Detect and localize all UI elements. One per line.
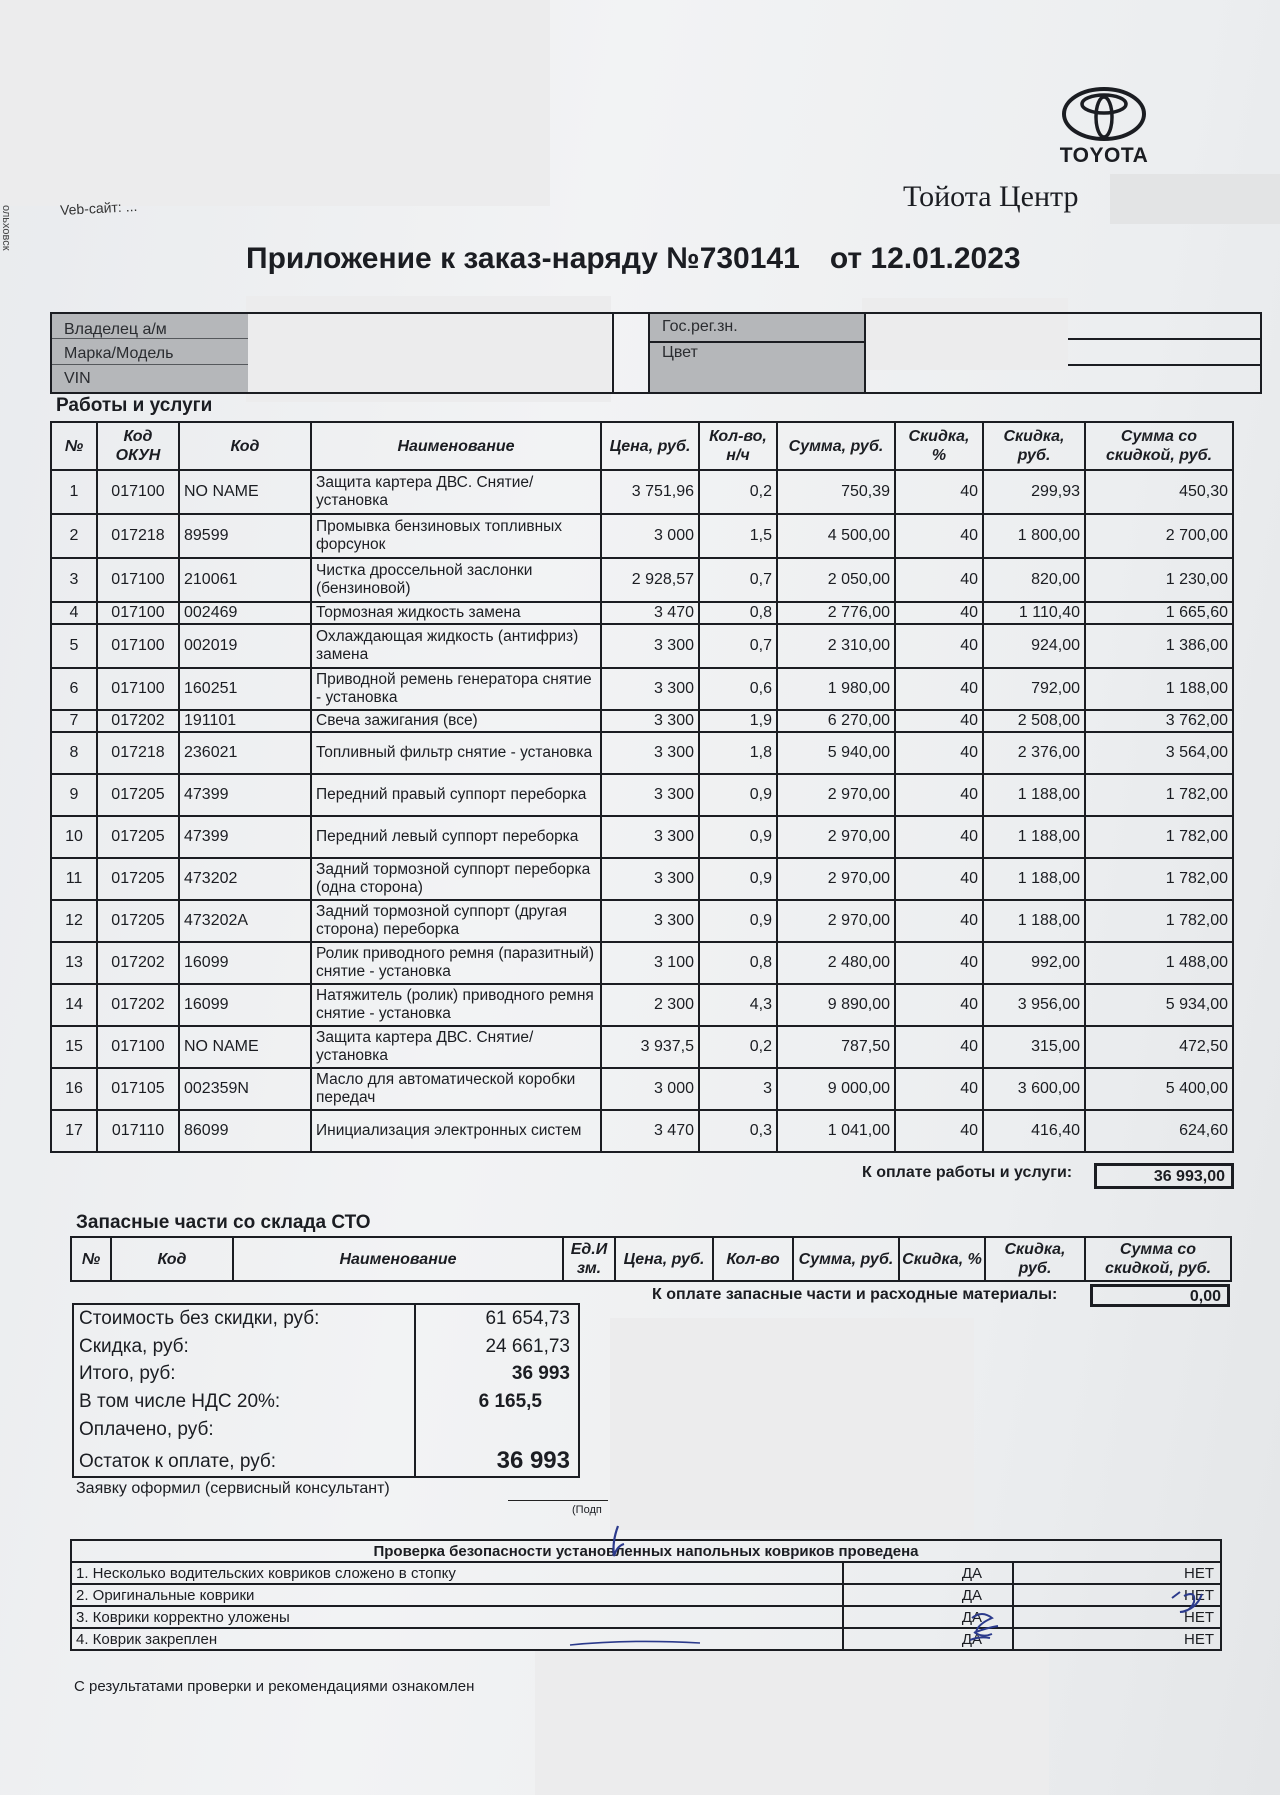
parts-col-header: Скидка, руб. xyxy=(985,1237,1085,1281)
works-cell: 3 300 xyxy=(601,732,699,774)
works-cell: 1 782,00 xyxy=(1085,816,1233,858)
works-cell: 820,00 xyxy=(983,558,1085,602)
works-cell: 40 xyxy=(895,710,983,732)
works-col-header: Сумма, руб. xyxy=(777,422,895,470)
works-cell: Инициализация электронных систем xyxy=(311,1110,601,1152)
parts-col-header: Кол-во xyxy=(713,1237,793,1281)
works-cell: 017100 xyxy=(97,470,179,514)
works-cell: 2 508,00 xyxy=(983,710,1085,732)
works-cell: 2 310,00 xyxy=(777,624,895,668)
works-cell: 017205 xyxy=(97,816,179,858)
mats-check-table xyxy=(70,1539,1222,1651)
works-cell: Защита картера ДВС. Снятие/установка xyxy=(311,1026,601,1068)
owner-label: Владелец а/м xyxy=(64,321,167,338)
works-cell: 9 xyxy=(51,774,97,816)
works-cell: 86099 xyxy=(179,1110,311,1152)
works-cell: 1 782,00 xyxy=(1085,900,1233,942)
works-cell: 017205 xyxy=(97,900,179,942)
works-cell: 47399 xyxy=(179,816,311,858)
works-cell: 017100 xyxy=(97,1026,179,1068)
works-cell: 3 470 xyxy=(601,602,699,624)
mats-check-no: НЕТ xyxy=(1013,1584,1221,1606)
mats-check-item: 1. Несколько водительских ковриков сложено в стопку xyxy=(71,1562,843,1584)
redaction-center-name xyxy=(1110,174,1280,224)
vehicle-info-block xyxy=(50,312,1262,394)
summary-vat-value: 6 165,5 xyxy=(478,1391,542,1412)
works-cell: 2 xyxy=(51,514,97,558)
works-cell: Тормозная жидкость замена xyxy=(311,602,601,624)
works-cell: 3 762,00 xyxy=(1085,710,1233,732)
works-cell: 416,40 xyxy=(983,1110,1085,1152)
works-cell: 5 940,00 xyxy=(777,732,895,774)
works-cell: 1,9 xyxy=(699,710,777,732)
works-cell: 7 xyxy=(51,710,97,732)
works-cell: 40 xyxy=(895,470,983,514)
works-col-header: Скидка, руб. xyxy=(983,422,1085,470)
works-cell: 10 xyxy=(51,816,97,858)
works-cell: 1 980,00 xyxy=(777,668,895,710)
works-cell: 002019 xyxy=(179,624,311,668)
table-row xyxy=(51,602,1233,624)
works-cell: 8 xyxy=(51,732,97,774)
summary-discount-value: 24 661,73 xyxy=(485,1336,570,1357)
works-cell: 6 xyxy=(51,668,97,710)
parts-col-header: Сумма, руб. xyxy=(793,1237,899,1281)
works-cell: 472,50 xyxy=(1085,1026,1233,1068)
table-row xyxy=(51,816,1233,858)
mats-check-no: НЕТ xyxy=(1013,1562,1221,1584)
list-item xyxy=(71,1562,1221,1584)
works-cell: 1,5 xyxy=(699,514,777,558)
works-cell: 315,00 xyxy=(983,1026,1085,1068)
summary-cost-label: Стоимость без скидки, руб: xyxy=(79,1308,320,1329)
parts-col-header: Скидка, % xyxy=(899,1237,985,1281)
works-cell: 6 270,00 xyxy=(777,710,895,732)
toyota-logo xyxy=(1052,86,1156,168)
works-cell: Масло для автоматической коробки передач xyxy=(311,1068,601,1110)
summary-total-value: 36 993 xyxy=(511,1363,570,1384)
works-cell: 2 928,57 xyxy=(601,558,699,602)
works-cell: 473202A xyxy=(179,900,311,942)
works-cell: 2 970,00 xyxy=(777,900,895,942)
works-cell: 14 xyxy=(51,984,97,1026)
works-cell: 017100 xyxy=(97,668,179,710)
table-row xyxy=(51,732,1233,774)
works-cell: 1 230,00 xyxy=(1085,558,1233,602)
color-label: Цвет xyxy=(662,344,698,361)
parts-col-header: Код xyxy=(111,1237,233,1281)
works-cell: 0,8 xyxy=(699,942,777,984)
works-cell: 017205 xyxy=(97,858,179,900)
works-cell: 992,00 xyxy=(983,942,1085,984)
works-cell: 1,8 xyxy=(699,732,777,774)
works-cell: 017202 xyxy=(97,984,179,1026)
works-cell: 1 800,00 xyxy=(983,514,1085,558)
works-cell: 2 970,00 xyxy=(777,858,895,900)
service-center-name: Тойота Центр xyxy=(903,180,1079,213)
works-cell: 017218 xyxy=(97,514,179,558)
works-cell: 1 188,00 xyxy=(983,900,1085,942)
table-row xyxy=(51,710,1233,732)
works-cell: 2 376,00 xyxy=(983,732,1085,774)
works-cell: 40 xyxy=(895,602,983,624)
works-cell: 0,2 xyxy=(699,470,777,514)
works-cell: 3 564,00 xyxy=(1085,732,1233,774)
works-cell: NO NAME xyxy=(179,1026,311,1068)
works-cell: 792,00 xyxy=(983,668,1085,710)
works-cell: 299,93 xyxy=(983,470,1085,514)
works-cell: 017202 xyxy=(97,710,179,732)
works-cell: 002469 xyxy=(179,602,311,624)
list-item xyxy=(71,1606,1221,1628)
works-cell: 3 937,5 xyxy=(601,1026,699,1068)
table-row xyxy=(51,624,1233,668)
works-cell: 40 xyxy=(895,1068,983,1110)
works-cell: 40 xyxy=(895,732,983,774)
works-cell: 3 300 xyxy=(601,624,699,668)
brand-word: TOYOTA xyxy=(1059,144,1149,167)
works-cell: 1 110,40 xyxy=(983,602,1085,624)
works-cell: Передний левый суппорт переборка xyxy=(311,816,601,858)
works-cell: 3 xyxy=(51,558,97,602)
works-cell: 0,7 xyxy=(699,624,777,668)
works-cell: 0,6 xyxy=(699,668,777,710)
works-cell: 1 488,00 xyxy=(1085,942,1233,984)
works-cell: 3 300 xyxy=(601,668,699,710)
works-cell: 3 470 xyxy=(601,1110,699,1152)
order-number: Приложение к заказ-наряду №730141 xyxy=(246,242,800,275)
works-cell: 16 xyxy=(51,1068,97,1110)
works-cell: 750,39 xyxy=(777,470,895,514)
works-cell: Натяжитель (ролик) приводного ремня снятие - установка xyxy=(311,984,601,1026)
works-cell: 12 xyxy=(51,900,97,942)
works-cell: 2 700,00 xyxy=(1085,514,1233,558)
toyota-emblem-icon xyxy=(1061,86,1147,142)
works-col-header: Наименование xyxy=(311,422,601,470)
parts-col-header: Сумма со скидкой, руб. xyxy=(1085,1237,1231,1281)
mats-check-item: 4. Коврик закреплен xyxy=(71,1628,843,1650)
works-table xyxy=(50,421,1234,1153)
model-label: Марка/Модель xyxy=(64,345,174,362)
works-section-title: Работы и услуги xyxy=(56,395,213,416)
works-cell: 47399 xyxy=(179,774,311,816)
works-cell: 0,9 xyxy=(699,900,777,942)
works-cell: 017205 xyxy=(97,774,179,816)
mats-check-item: 3. Коврики корректно уложены xyxy=(71,1606,843,1628)
mats-check-yes: ДА xyxy=(843,1628,1013,1650)
table-row xyxy=(51,1026,1233,1068)
parts-col-header: Ед.И зм. xyxy=(563,1237,615,1281)
works-col-header: Цена, руб. xyxy=(601,422,699,470)
signature-line xyxy=(508,1500,608,1501)
works-cell: 16099 xyxy=(179,984,311,1026)
works-cell: 0,7 xyxy=(699,558,777,602)
works-cell: 3 300 xyxy=(601,774,699,816)
works-cell: 3 300 xyxy=(601,816,699,858)
works-cell: 1 386,00 xyxy=(1085,624,1233,668)
table-row xyxy=(51,1068,1233,1110)
works-cell: 9 890,00 xyxy=(777,984,895,1026)
works-cell: 2 480,00 xyxy=(777,942,895,984)
table-row xyxy=(51,858,1233,900)
works-cell: 3 600,00 xyxy=(983,1068,1085,1110)
works-cell: 40 xyxy=(895,774,983,816)
mats-check-item: 2. Оригинальные коврики xyxy=(71,1584,843,1606)
parts-col-header: Цена, руб. xyxy=(615,1237,713,1281)
works-cell: 9 000,00 xyxy=(777,1068,895,1110)
table-row xyxy=(51,558,1233,602)
works-cell: 4,3 xyxy=(699,984,777,1026)
works-cell: 11 xyxy=(51,858,97,900)
works-cell: 1 041,00 xyxy=(777,1110,895,1152)
redaction-bottom xyxy=(535,1650,1049,1795)
works-cell: 13 xyxy=(51,942,97,984)
works-cell: Передний правый суппорт переборка xyxy=(311,774,601,816)
works-cell: 017202 xyxy=(97,942,179,984)
works-cell: 017100 xyxy=(97,624,179,668)
works-cell: Задний тормозной суппорт (другая сторона) переборка xyxy=(311,900,601,942)
works-cell: 0,8 xyxy=(699,602,777,624)
redaction-top-left xyxy=(0,0,550,206)
parts-total-value: 0,00 xyxy=(1090,1284,1230,1307)
works-cell: 2 970,00 xyxy=(777,774,895,816)
works-col-header: № xyxy=(51,422,97,470)
mats-check-no: НЕТ xyxy=(1013,1606,1221,1628)
mats-check-title: Проверка безопасности установленных напольных ковриков проведена xyxy=(71,1540,1221,1562)
works-cell: 3 000 xyxy=(601,1068,699,1110)
works-cell: 236021 xyxy=(179,732,311,774)
works-cell: 002359N xyxy=(179,1068,311,1110)
works-col-header: Скидка, % xyxy=(895,422,983,470)
works-cell: Промывка бензиновых топливных форсунок xyxy=(311,514,601,558)
table-row xyxy=(51,900,1233,942)
works-cell: 2 776,00 xyxy=(777,602,895,624)
works-cell: Ролик приводного ремня (паразитный) снятие - установка xyxy=(311,942,601,984)
table-row xyxy=(51,984,1233,1026)
works-cell: 924,00 xyxy=(983,624,1085,668)
works-cell: 3 xyxy=(699,1068,777,1110)
works-cell: 5 400,00 xyxy=(1085,1068,1233,1110)
summary-cost-value: 61 654,73 xyxy=(485,1308,570,1329)
works-cell: 1 188,00 xyxy=(983,774,1085,816)
table-row xyxy=(51,774,1233,816)
redaction-signature xyxy=(610,1318,974,1530)
order-date: от 12.01.2023 xyxy=(829,242,1021,275)
works-cell: 40 xyxy=(895,1110,983,1152)
works-cell: 4 xyxy=(51,602,97,624)
works-cell: 3 300 xyxy=(601,710,699,732)
works-cell: 0,9 xyxy=(699,816,777,858)
summary-balance-label: Остаток к оплате, руб: xyxy=(79,1451,277,1472)
works-cell: 5 934,00 xyxy=(1085,984,1233,1026)
works-cell: 40 xyxy=(895,816,983,858)
works-cell: NO NAME xyxy=(179,470,311,514)
list-item xyxy=(71,1584,1221,1606)
works-cell: 4 500,00 xyxy=(777,514,895,558)
works-cell: 0,9 xyxy=(699,774,777,816)
works-cell: 1 188,00 xyxy=(983,858,1085,900)
works-cell: 1 xyxy=(51,470,97,514)
plate-label: Гос.рег.зн. xyxy=(662,318,738,335)
works-cell: 1 782,00 xyxy=(1085,858,1233,900)
works-cell: 473202 xyxy=(179,858,311,900)
works-cell: 2 970,00 xyxy=(777,816,895,858)
page-title xyxy=(246,242,1021,276)
works-cell: Приводной ремень генератора снятие - установка xyxy=(311,668,601,710)
works-cell: 40 xyxy=(895,1026,983,1068)
works-cell: Чистка дроссельной заслонки (бензиновой) xyxy=(311,558,601,602)
mats-check-yes: ДА xyxy=(843,1584,1013,1606)
works-col-header: Код xyxy=(179,422,311,470)
works-cell: Задний тормозной суппорт переборка (одна сторона) xyxy=(311,858,601,900)
side-fragment: ольховск xyxy=(0,205,12,251)
works-cell: 5 xyxy=(51,624,97,668)
payment-summary xyxy=(72,1303,580,1478)
works-cell: 450,30 xyxy=(1085,470,1233,514)
works-cell: 1 665,60 xyxy=(1085,602,1233,624)
works-cell: 2 050,00 xyxy=(777,558,895,602)
works-cell: 017100 xyxy=(97,558,179,602)
summary-discount-label: Скидка, руб: xyxy=(79,1336,189,1357)
works-cell: 16099 xyxy=(179,942,311,984)
summary-vat-label: В том числе НДС 20%: xyxy=(79,1391,281,1412)
vin-label: VIN xyxy=(64,370,91,387)
works-cell: 0,2 xyxy=(699,1026,777,1068)
table-row xyxy=(51,470,1233,514)
works-cell: 191101 xyxy=(179,710,311,732)
summary-balance-value: 36 993 xyxy=(496,1447,570,1474)
works-cell: 017218 xyxy=(97,732,179,774)
works-cell: 787,50 xyxy=(777,1026,895,1068)
works-cell: Охлаждающая жидкость (антифриз) замена xyxy=(311,624,601,668)
works-cell: 40 xyxy=(895,984,983,1026)
works-cell: 40 xyxy=(895,858,983,900)
works-cell: 210061 xyxy=(179,558,311,602)
consultant-label: Заявку оформил (сервисный консультант) xyxy=(76,1480,390,1497)
table-row xyxy=(51,942,1233,984)
parts-col-header: № xyxy=(71,1237,111,1281)
works-cell: 2 300 xyxy=(601,984,699,1026)
website-fragment: Veb-сайт: ... xyxy=(59,197,138,219)
works-cell: 40 xyxy=(895,624,983,668)
parts-total-label: К оплате запасные части и расходные материалы: xyxy=(652,1286,1058,1303)
works-cell: 3 956,00 xyxy=(983,984,1085,1026)
works-total-value: 36 993,00 xyxy=(1094,1163,1234,1189)
works-cell: 3 300 xyxy=(601,900,699,942)
works-total-label: К оплате работы и услуги: xyxy=(862,1164,1073,1181)
works-cell: 40 xyxy=(895,942,983,984)
table-row xyxy=(51,1110,1233,1152)
mats-check-yes: ДА xyxy=(843,1562,1013,1584)
works-cell: 017110 xyxy=(97,1110,179,1152)
works-cell: 160251 xyxy=(179,668,311,710)
works-col-header: Код ОКУН xyxy=(97,422,179,470)
works-cell: 89599 xyxy=(179,514,311,558)
acknowledgement-text: С результатами проверки и рекомендациями ознакомлен xyxy=(74,1678,475,1695)
works-cell: Топливный фильтр снятие - установка xyxy=(311,732,601,774)
works-cell: 40 xyxy=(895,668,983,710)
works-cell: 17 xyxy=(51,1110,97,1152)
works-cell: 017100 xyxy=(97,602,179,624)
works-cell: 0,3 xyxy=(699,1110,777,1152)
works-cell: 40 xyxy=(895,558,983,602)
works-cell: 40 xyxy=(895,900,983,942)
table-row xyxy=(51,668,1233,710)
list-item xyxy=(71,1628,1221,1650)
summary-total-label: Итого, руб: xyxy=(79,1363,176,1384)
parts-table xyxy=(70,1236,1232,1282)
works-cell: 1 188,00 xyxy=(983,816,1085,858)
works-cell: 40 xyxy=(895,514,983,558)
mats-check-no: НЕТ xyxy=(1013,1628,1221,1650)
works-cell: 3 000 xyxy=(601,514,699,558)
works-cell: 15 xyxy=(51,1026,97,1068)
works-cell: 0,9 xyxy=(699,858,777,900)
works-cell: 3 100 xyxy=(601,942,699,984)
parts-col-header: Наименование xyxy=(233,1237,563,1281)
works-cell: 3 300 xyxy=(601,858,699,900)
summary-paid-label: Оплачено, руб: xyxy=(79,1419,214,1440)
mats-check-yes: ДА xyxy=(843,1606,1013,1628)
table-row xyxy=(51,514,1233,558)
works-cell: 624,60 xyxy=(1085,1110,1233,1152)
works-col-header: Кол-во, н/ч xyxy=(699,422,777,470)
works-cell: 1 188,00 xyxy=(1085,668,1233,710)
signature-caption: (Подп xyxy=(572,1504,602,1516)
works-cell: 017105 xyxy=(97,1068,179,1110)
works-cell: 3 751,96 xyxy=(601,470,699,514)
parts-section-title: Запасные части со склада СТО xyxy=(76,1212,371,1233)
works-cell: Защита картера ДВС. Снятие/установка xyxy=(311,470,601,514)
works-cell: 1 782,00 xyxy=(1085,774,1233,816)
works-col-header: Сумма со скидкой, руб. xyxy=(1085,422,1233,470)
works-cell: Свеча зажигания (все) xyxy=(311,710,601,732)
